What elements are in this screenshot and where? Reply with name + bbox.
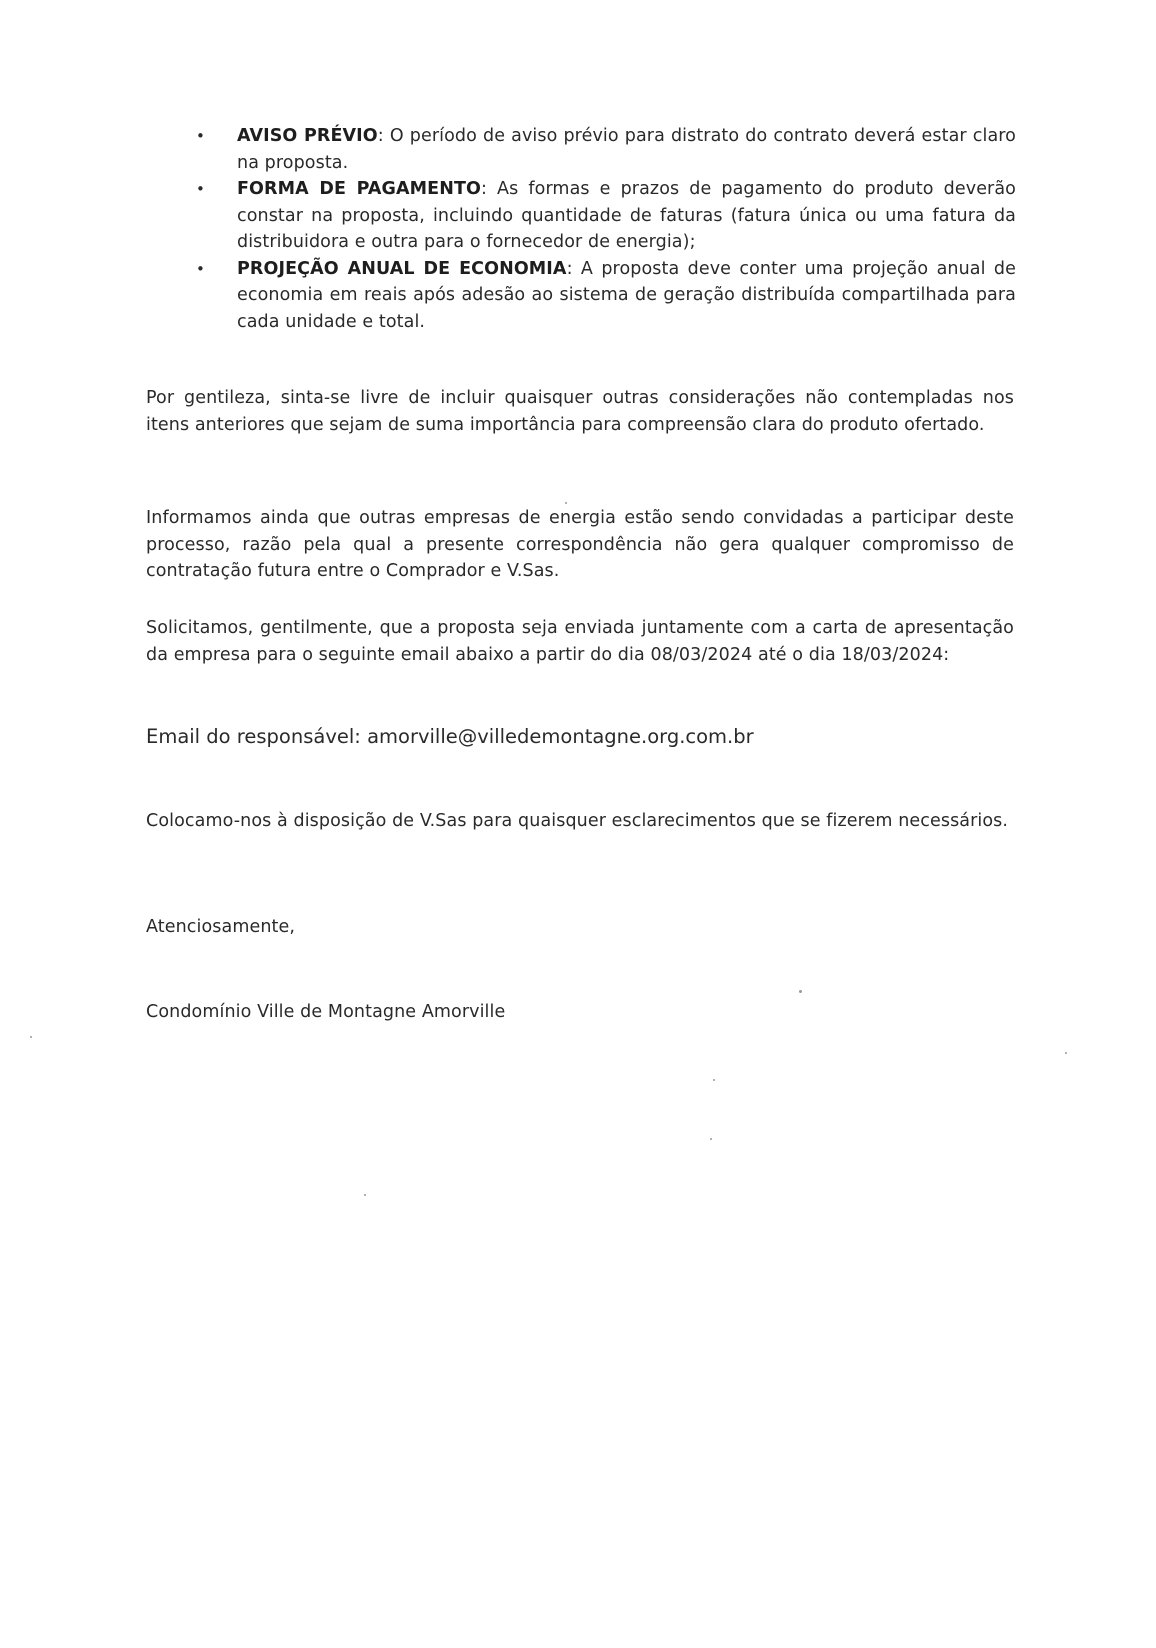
bullet-icon: • [196, 180, 205, 198]
considerations-paragraph: Por gentileza, sinta-se livre de incluir quaisquer outras considerações não contempladas nos itens anteriores que sejam de suma importância para compreensão clara do produto ofertado. [146, 388, 1014, 435]
other-companies-paragraph: Informamos ainda que outras empresas de energia estão sendo convidadas a participar deste processo, razão pela qual a presente correspondência não gera qualquer compromisso de contratação futura entre o Comprador e V.Sas. [146, 508, 1014, 581]
list-item: • AVISO PRÉVIO: O período de aviso prévio para distrato do contrato deverá estar claro na proposta. [196, 123, 1016, 176]
bullet-icon: • [196, 259, 205, 278]
scan-speck [364, 1194, 366, 1196]
requirement-text: O período de aviso prévio para distrato do contrato deverá estar claro na proposta. [237, 126, 1016, 173]
signature-name: Condomínio Ville de Montagne Amorville [146, 1002, 506, 1022]
closing-salutation: Atenciosamente, [146, 917, 296, 937]
email-label: Email do responsável: [146, 725, 361, 748]
requirement-label: FORMA DE PAGAMENTO [237, 179, 481, 199]
scan-speck [710, 1138, 712, 1140]
list-item: • PROJEÇÃO ANUAL DE ECONOMIA: A proposta deve conter uma projeção anual de economia em reais após adesão ao sistema de geração distribuída compartilhada para cada unidade e total. [196, 256, 1016, 336]
submission-paragraph: Solicitamos, gentilmente, que a proposta seja enviada juntamente com a carta de apresentação da empresa para o seguinte email abaixo a partir do dia 08/03/2024 até o dia 18/03/2024: [146, 618, 1014, 665]
scan-speck [565, 502, 567, 504]
scan-speck [713, 1079, 715, 1081]
requirement-label: AVISO PRÉVIO [237, 126, 378, 146]
bullet-icon: • [196, 127, 205, 145]
proposal-requirements-list [196, 123, 1016, 335]
requirement-label: PROJEÇÃO ANUAL DE ECONOMIA [237, 258, 567, 279]
scan-speck [30, 1036, 32, 1038]
scan-speck [1065, 1052, 1067, 1054]
scan-speck [799, 990, 802, 993]
requirement-text: A proposta deve conter uma projeção anual de economia em reais após adesão ao sistema de geração distribuída compartilhada para cada unidade e total. [237, 258, 1016, 332]
requirement-text: As formas e prazos de pagamento do produto deverão constar na proposta, incluindo quantidade de faturas (fatura única ou uma fatura da distribuidora e outra para o fornecedor de energia); [237, 179, 1016, 252]
availability-paragraph: Colocamo-nos à disposição de V.Sas para quaisquer esclarecimentos que se fizerem necessários. [146, 811, 1009, 831]
list-item: • FORMA DE PAGAMENTO: As formas e prazos de pagamento do produto deverão constar na proposta, incluindo quantidade de faturas (fatura única ou uma fatura da distribuidora e outra para o fornecedor de energia); [196, 176, 1016, 256]
contact-email-line [146, 723, 754, 751]
email-address: amorville@villedemontagne.org.com.br [367, 725, 754, 748]
